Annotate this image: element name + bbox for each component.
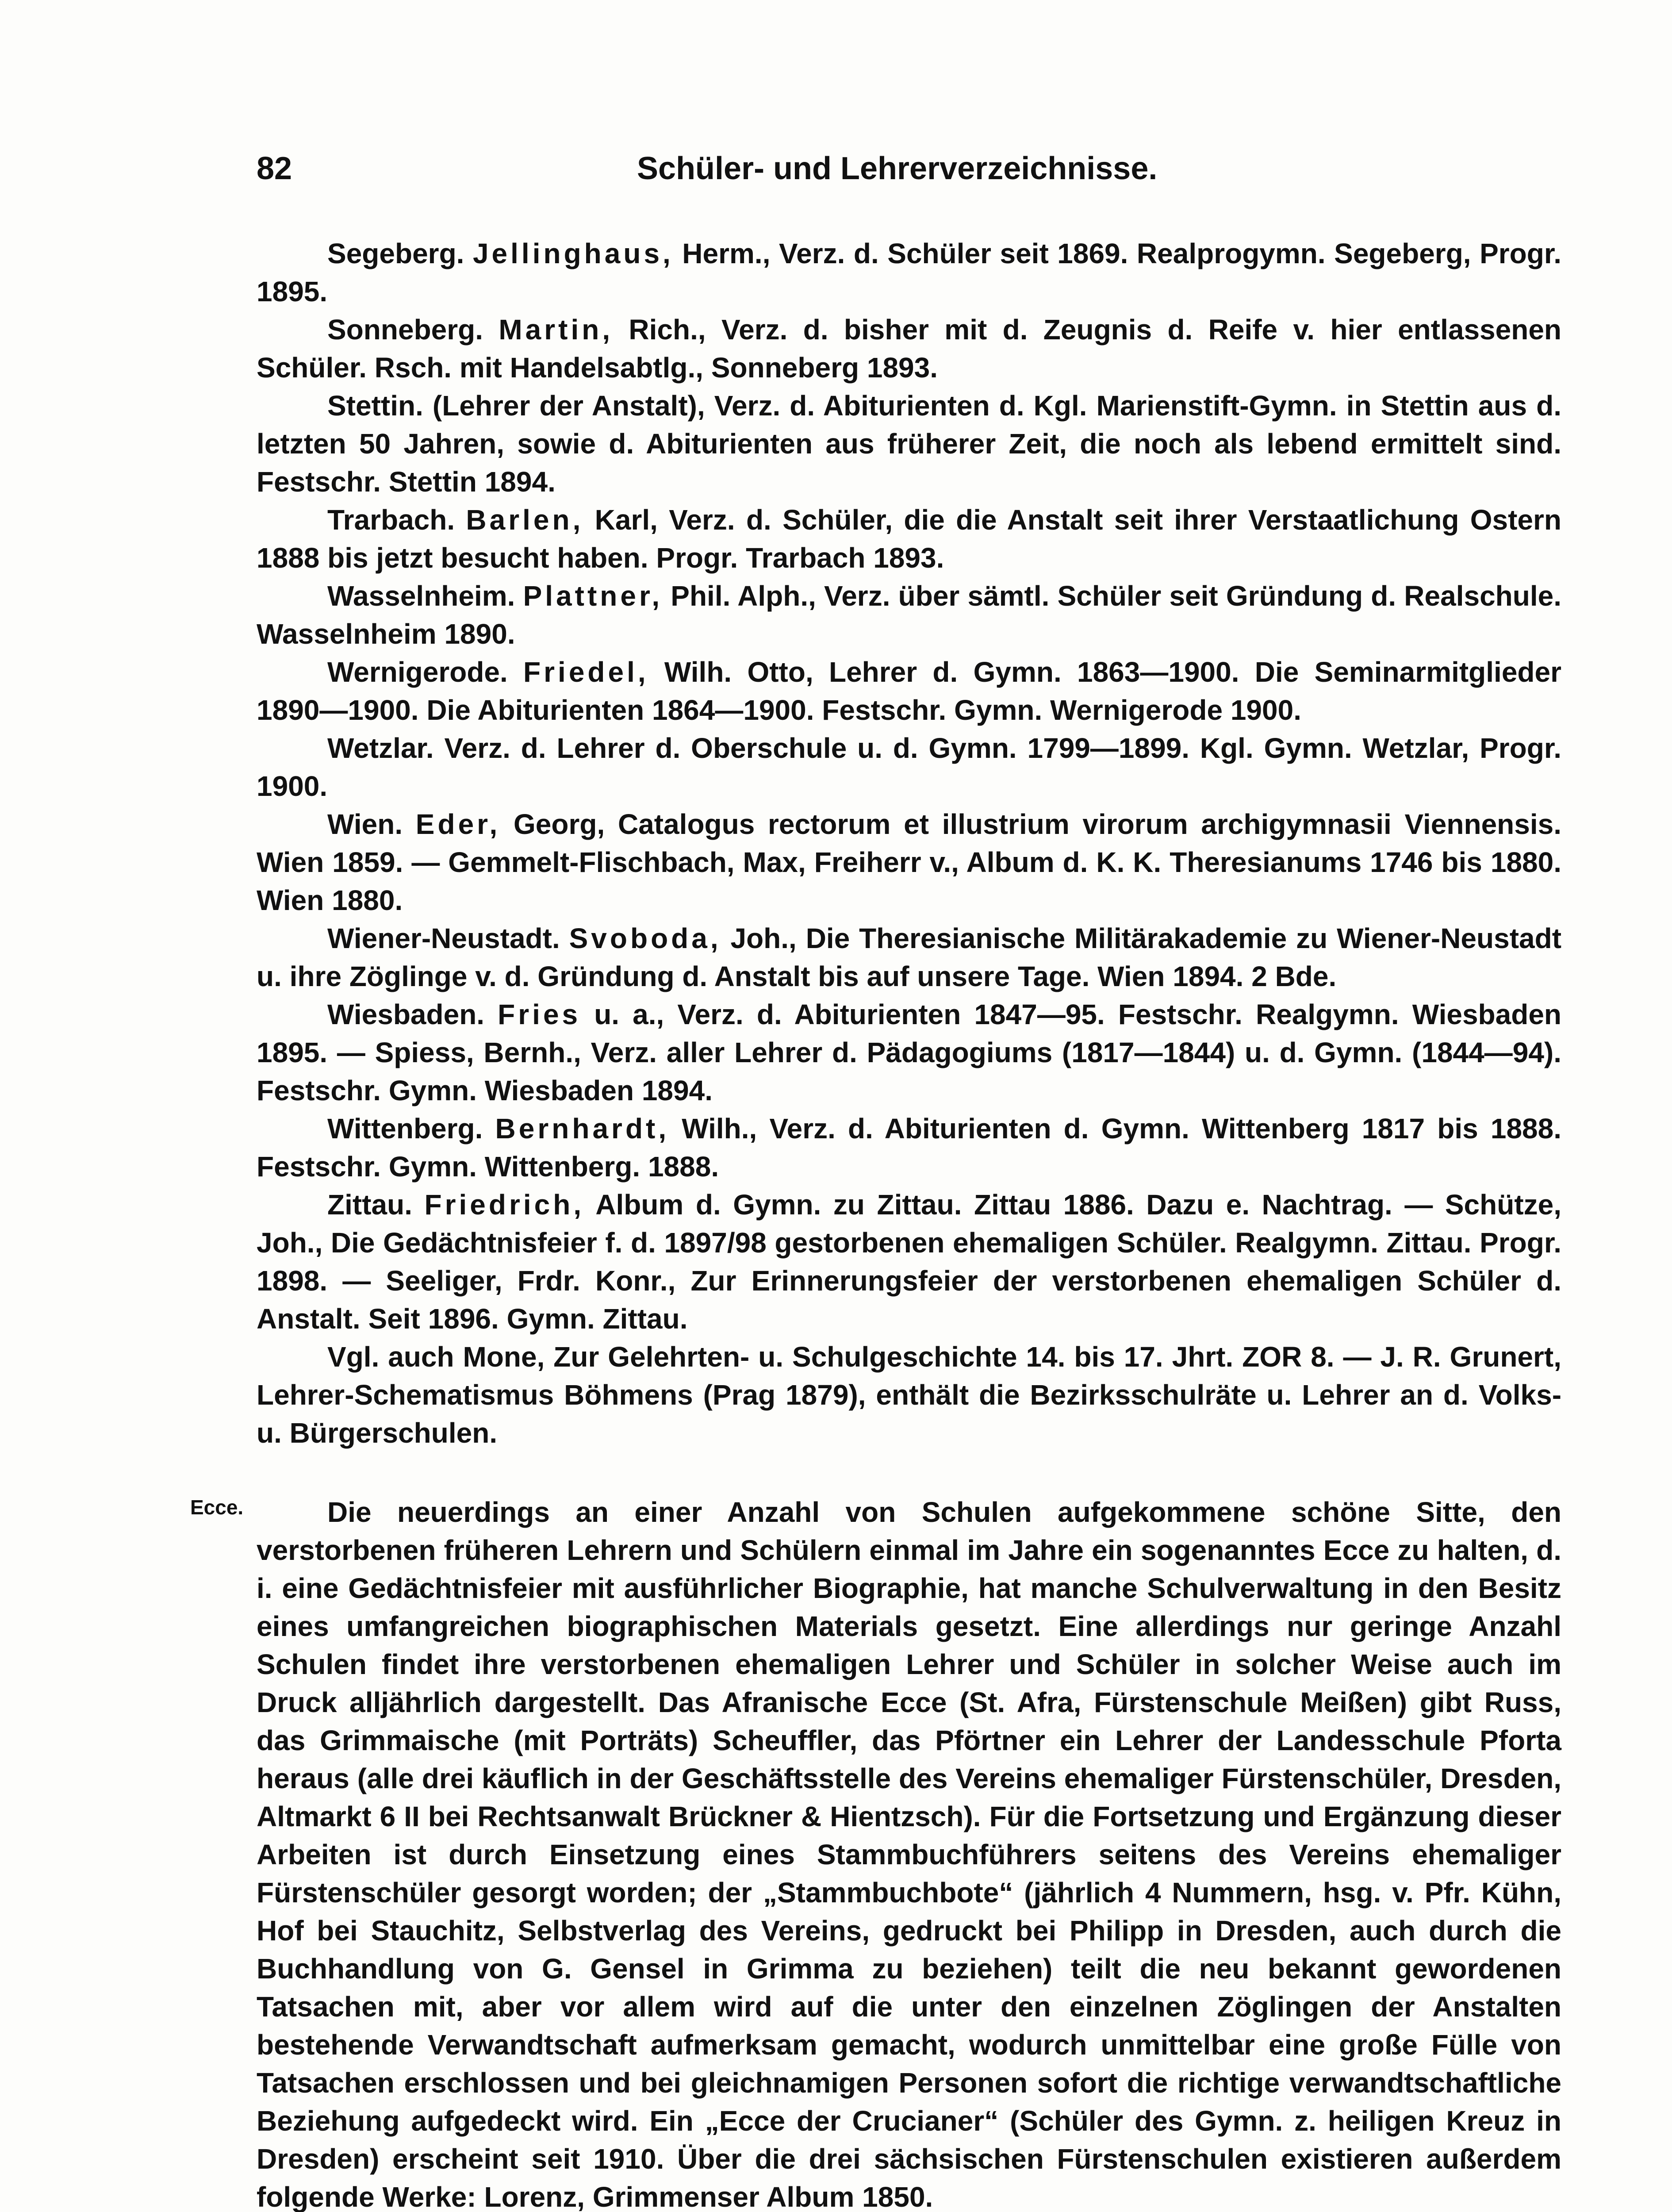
- entry-sonneberg: [257, 311, 1561, 387]
- margin-label-ecce: Ecce.: [190, 1496, 244, 1519]
- page-header: [257, 150, 1557, 204]
- entry-text: Verz. d. Lehrer d. Oberschule u. d. Gymn. 1799—1899. Kgl. Gymn. Wetzlar, Progr. 1900.: [257, 732, 1561, 802]
- entry-text: Album d. Gymn. zu Zittau. Zittau 1886. Dazu e. Nachtrag. — Schütze, Joh., Die Gedächtnisfeier f. d. 1897/98 gestorbenen ehemaligen Schüler. Realgymn. Zittau. Progr. 1898. — Seeliger, Frdr. Konr., Zur Erinnerungsfeier der verstorbenen ehemaligen Schüler d. Anstalt. Seit 1896. Gymn. Zittau.: [257, 1189, 1562, 1335]
- entry-wittenberg: [257, 1110, 1561, 1186]
- running-title: Schüler- und Lehrerverzeichnisse.: [637, 151, 1158, 186]
- entry-text: u. a., Verz. d. Abiturienten 1847—95. Festschr. Realgymn. Wiesbaden 1895. — Spiess, Bernh., Verz. aller Lehrer d. Pädagogiums (1817—1844) u. d. Gymn. (1844—94). Festschr. Gymn. Wiesbaden 1894.: [257, 998, 1562, 1106]
- entry-wernigerode: [257, 653, 1561, 729]
- entry-author: Martin,: [499, 314, 614, 346]
- entry-place: Wernigerode.: [327, 656, 508, 688]
- entry-place: Trarbach.: [327, 504, 455, 536]
- ecce-paragraph: Die neuerdings an einer Anzahl von Schulen aufgekommene schöne Sitte, den verstorbenen früheren Lehrern und Schülern einmal im Jahre ein sogenanntes Ecce zu halten, d. i. eine Gedächtnisfeier mit ausführlicher Biographie, hat manche Schulverwaltung in den Besitz eines umfangreichen biographischen Materials gesetzt. Eine allerdings nur geringe Anzahl Schulen findet ihre verstorbenen ehemaligen Lehrer und Schüler in solcher Weise auch im Druck alljährlich dargestellt. Das Afranische Ecce (St. Afra, Fürstenschule Meißen) gibt Russ, das Grimmaische (mit Porträts) Scheuffler, das Pförtner ein Lehrer der Landesschule Pforta heraus (alle drei käuflich in der Geschäftsstelle des Vereins ehemaliger Fürstenschüler, Dresden, Altmarkt 6 II bei Rechtsanwalt Brückner & Hientzsch). Für die Fortsetzung und Ergänzung dieser Arbeiten ist durch Einsetzung eines Stammbuchführers seitens des Vereins ehemaliger Fürstenschüler gesorgt worden; der „Stammbuchbote“ (jährlich 4 Nummern, hsg. v. Pfr. Kühn, Hof bei Stauchitz, Selbstverlag des Vereins, gedruckt bei Philipp in Dresden, auch durch die Buchhandlung von G. Gensel in Grimma zu beziehen) teilt die neu bekannt gewordenen Tatsachen mit, aber vor allem wird auf die unter den einzelnen Zöglingen der Anstalten bestehende Verwandtschaft aufmerksam gemacht, wodurch unmittelbar eine große Fülle von Tatsachen erschlossen und bei gleichnamigen Personen sofort die richtige verwandtschaftliche Beziehung aufgedeckt wird. Ein „Ecce der Crucianer“ (Schüler des Gymn. z. heiligen Kreuz in Dresden) erscheint seit 1910. Über die drei sächsischen Fürstenschulen existieren außerdem folgende Werke: Lorenz, Grimmenser Album 1850.: [257, 1496, 1561, 2212]
- entry-list: [257, 234, 1561, 1452]
- entry-text: Joh., Die Theresianische Militärakademie zu Wiener-Neustadt u. ihre Zöglinge v. d. Gründung d. Anstalt bis auf unsere Tage. Wien 1894. 2 Bde.: [257, 922, 1562, 992]
- entry-author: Barlen,: [466, 504, 584, 536]
- entry-place: Wittenberg.: [327, 1113, 483, 1144]
- entry-wiener-neustadt: [257, 919, 1561, 995]
- entry-wetzlar: [257, 729, 1561, 805]
- entry-text: Phil. Alph., Verz. über sämtl. Schüler seit Gründung d. Realschule. Wasselnheim 1890.: [257, 580, 1562, 650]
- entry-author: Bernhardt,: [495, 1113, 670, 1144]
- entry-wasselnheim: [257, 577, 1561, 653]
- entry-author: Plattner,: [523, 580, 663, 612]
- ecce-section: [257, 1493, 1561, 2212]
- entry-text: Rich., Verz. d. bisher mit d. Zeugnis d. Reife v. hier entlassenen Schüler. Rsch. mit Handelsabtlg., Sonneberg 1893.: [257, 314, 1562, 384]
- entry-author: Friedel,: [523, 656, 649, 688]
- entry-text: Herm., Verz. d. Schüler seit 1869. Realprogymn. Segeberg, Progr. 1895.: [257, 238, 1562, 307]
- entry-place: Wien.: [327, 808, 403, 840]
- entry-segeberg: [257, 234, 1561, 311]
- entry-author: Svoboda,: [569, 922, 721, 954]
- entry-see-also: [257, 1338, 1561, 1452]
- entry-place: Wetzlar.: [327, 732, 434, 764]
- entry-text: Wilh., Verz. d. Abiturienten d. Gymn. Wittenberg 1817 bis 1888. Festschr. Gymn. Wittenberg. 1888.: [257, 1113, 1562, 1183]
- entry-zittau: [257, 1186, 1561, 1338]
- entry-author: Eder,: [415, 808, 501, 840]
- entry-text: (Lehrer der Anstalt), Verz. d. Abiturienten d. Kgl. Marienstift-Gymn. in Stettin aus d. letzten 50 Jahren, sowie d. Abiturienten aus früherer Zeit, die noch als lebend ermittelt sind. Festschr. Stettin 1894.: [257, 390, 1561, 498]
- entry-place: Segeberg.: [327, 238, 464, 269]
- entry-place: Stettin.: [327, 390, 423, 422]
- entry-place: Wiener-Neustadt.: [327, 922, 560, 954]
- entry-author: Friedrich,: [424, 1189, 585, 1221]
- entry-text: Vgl. auch Mone, Zur Gelehrten- u. Schulgeschichte 14. bis 17. Jhrt. ZOR 8. — J. R. Grunert, Lehrer-Schematismus Böhmens (Prag 1879), enthält die Bezirksschulräte u. Lehrer an d. Volks- u. Bürgerschulen.: [257, 1341, 1561, 1449]
- entry-place: Wiesbaden.: [327, 998, 485, 1030]
- entry-place: Zittau.: [327, 1189, 412, 1221]
- entry-place: Sonneberg.: [327, 314, 483, 346]
- entry-author: Fries: [498, 998, 581, 1030]
- entry-place: Wasselnheim.: [327, 580, 515, 612]
- entry-wien: [257, 805, 1561, 919]
- entry-text: Karl, Verz. d. Schüler, die die Anstalt seit ihrer Verstaatlichung Ostern 1888 bis jetzt besucht haben. Progr. Trarbach 1893.: [257, 504, 1562, 574]
- entry-text: Wilh. Otto, Lehrer d. Gymn. 1863—1900. Die Seminarmitglieder 1890—1900. Die Abiturienten 1864—1900. Festschr. Gymn. Wernigerode 1900.: [257, 656, 1562, 726]
- entry-trarbach: [257, 501, 1561, 577]
- entry-author: Jellinghaus,: [472, 238, 674, 269]
- page-number: 82: [257, 151, 292, 186]
- entry-wiesbaden: [257, 995, 1561, 1110]
- entry-text: Georg, Catalogus rectorum et illustrium virorum archigymnasii Viennensis. Wien 1859. — Gemmelt-Flischbach, Max, Freiherr v., Album d. K. K. Theresianums 1746 bis 1880. Wien 1880.: [257, 808, 1561, 916]
- entry-stettin: [257, 387, 1561, 501]
